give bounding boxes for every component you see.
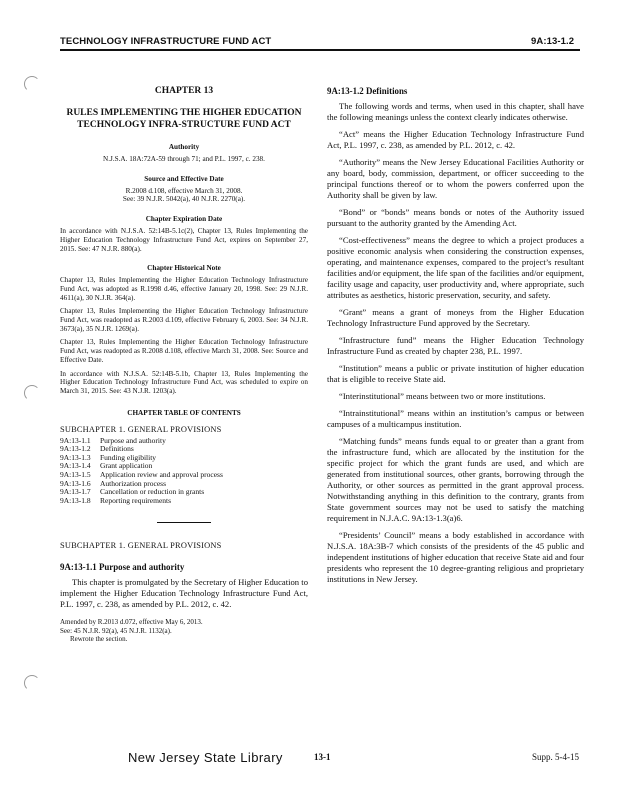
amendment-note: Amended by R.2013 d.072, effective May 6, 2013. [60,618,203,627]
binder-hole-mark [24,675,40,691]
toc-subchapter: SUBCHAPTER 1. GENERAL PROVISIONS [60,424,222,434]
toc-entry-title: Grant application [100,461,153,471]
expiration-heading: Chapter Expiration Date [145,215,223,224]
authority-heading: Authority [168,143,200,151]
definition-infrastructure-fund: “Infrastructure fund” means the Higher Education Technology Infrastructure Fund as created by chapter 238, P.L. 1997. [327,335,584,356]
history-note: Chapter 13, Rules Implementing the Higher Education Technology Infrastructure Fund Act, was readopted as R.2003 d.109, effective February 6, 2003. See: 34 N.J.R. 3673(a), 35 N.J.R. 1269(a). [60,307,308,333]
definition-interinstitutional: “Interinstitutional” means between two or more institutions. [339,391,546,401]
toc-entry-number: 9A:13-1.7 [60,487,91,497]
toc-entry[interactable] [60,454,308,463]
binder-hole-mark [24,385,40,401]
history-note: Chapter 13, Rules Implementing the Higher Education Technology Infrastructure Fund Act, was readopted as R.2008 d.108, effective March 31, 2008. See: Source and Effective Date. [60,338,308,364]
supplement-date: Supp. 5-4-15 [532,752,579,762]
toc-list [60,437,308,506]
toc-entry-title: Reporting requirements [100,495,172,505]
toc-entry[interactable] [60,445,308,454]
definition-act: “Act” means the Higher Education Technology Infrastructure Fund Act, P.L. 1997, c. 238, as amended by P.L. 2012, c. 42. [327,129,584,150]
source-text: R.2008 d.108, effective March 31, 2008. [125,186,243,195]
definition-bond: “Bond” or “bonds” means bonds or notes of the Authority issued pursuant to the authority granted by the Amending Act. [327,207,584,228]
definition-authority: “Authority” means the New Jersey Educational Facilities Authority or any board, body, commission, department, or officer succeeding to the principal functions thereof or to whom the powers conferred upon the Authority shall be given by law. [327,157,584,200]
authority-text: N.J.S.A. 18A:72A-59 through 71; and P.L. 1997, c. 238. [103,155,265,163]
header-rule [60,49,580,51]
page-number: 13-1 [314,752,331,762]
toc-entry-number: 9A:13-1.1 [60,435,91,445]
definition-grant: “Grant” means a grant of moneys from the Higher Education Technology Infrastructure Fund approved by the Secretary. [327,307,584,328]
toc-entry-title: Definitions [100,444,134,454]
toc-entry-title: Cancellation or reduction in grants [100,487,205,497]
definition-cost-effectiveness: “Cost-effectiveness” means the degree to which a project produces a positive economic analysis when considering the construction expenses, operating, and maintenance expenses, compared to the project’s resultant facilities and/or equipment, the life span of the facilities and/or equipment, facility usage and capacity, user productivity and, where appropriate, such attributes as aesthetics, historic preservation, security, and safety. [327,235,584,300]
toc-entry-number: 9A:13-1.2 [60,444,91,454]
history-note: In accordance with N.J.S.A. 52:14B-5.1b, Chapter 13, Rules Implementing the Higher Education Technology Infrastructure Fund Act, was scheduled to expire on March 31, 2015. See: 43 N.J.R. 1203(a). [60,369,308,395]
chapter-title: RULES IMPLEMENTING THE HIGHER EDUCATION TECHNOLOGY INFRA-STRUCTURE FUND ACT [66,108,302,130]
toc-entry-number: 9A:13-1.8 [60,495,91,505]
expiration-text: In accordance with N.J.S.A. 52:14B-5.1c(2), Chapter 13, Rules Implementing the Higher Education Technology Infrastructure Fund Act, expires on September 27, 2015. See: 47 N.J.R. 880(a). [60,227,308,253]
toc-entry-number: 9A:13-1.4 [60,461,91,471]
toc-entry-number: 9A:13-1.5 [60,470,91,480]
definition-institution: “Institution” means a public or private institution of higher education that is eligible to receive State aid. [327,363,584,384]
running-header-title: TECHNOLOGY INFRASTRUCTURE FUND ACT [60,36,272,47]
amendment-description: Rewrote the section. [70,635,128,644]
definition-presidents-council: “Presidents’ Council” means a body established in accordance with N.J.S.A. 18A:3B-7 which consists of the presidents of the 45 public and independent institutions of higher education that receive State aid and four presidents who represent the 10 degree-granting religious and proprietary institutions in New Jersey. [327,530,584,584]
section-heading-definitions: 9A:13-1.2 Definitions [327,86,408,96]
subchapter-heading: SUBCHAPTER 1. GENERAL PROVISIONS [60,541,222,551]
section-text-purpose: This chapter is promulgated by the Secretary of Higher Education to implement the Higher Education Technology Infrastructure Fund Act, P.L. 1997, c. 238, as amended by P.L. 2012, c. 42. [60,577,308,610]
source-heading: Source and Effective Date [144,174,224,183]
source-see: See: 39 N.J.R. 5042(a), 40 N.J.R. 2270(a). [122,195,246,204]
toc-entry-title: Funding eligibility [100,452,157,462]
library-logo: New Jersey State Library [128,750,283,765]
amendment-see: See: 45 N.J.R. 92(a), 45 N.J.R. 1132(a). [60,626,172,635]
chapter-number: CHAPTER 13 [154,86,214,96]
toc-heading: CHAPTER TABLE OF CONTENTS [127,408,241,417]
right-column [327,86,584,591]
toc-entry-number: 9A:13-1.6 [60,478,91,488]
left-column [60,86,308,644]
section-divider [157,522,211,523]
definition-matching-funds: “Matching funds” means funds equal to or greater than a grant from the infrastructure fund, which are allocated by the institution for the specific project for which the grant funds are used, and which are generated from institutional sources, other grants, borrowing through the Authority, or other sources as permitted in the grant approval process. Notwithstanding anything in this definition to the contrary, grants from State government sources may not be used to satisfy the matching requirement in N.J.A.C. 9A:13-1.3(a)6. [327,436,584,523]
toc-entry[interactable] [60,471,308,480]
toc-entry-title: Authorization process [100,478,167,488]
toc-entry[interactable] [60,497,308,506]
running-header-section: 9A:13-1.2 [531,36,575,47]
toc-entry-title: Purpose and authority [100,435,166,445]
toc-entry[interactable] [60,488,308,497]
history-note: Chapter 13, Rules Implementing the Higher Education Technology Infrastructure Fund Act, was adopted as R.1998 d.46, effective January 20, 1998. See: 29 N.J.R. 4611(a), 30 N.J.R. 364(a). [60,276,308,302]
definition-intrainstitutional: “Intrainstitutional” means within an institution’s campus or between campuses of a multicampus institution. [327,408,584,429]
toc-entry[interactable] [60,437,308,446]
section-heading-purpose: 9A:13-1.1 Purpose and authority [60,562,185,573]
history-heading: Chapter Historical Note [147,264,221,273]
binder-hole-mark [24,76,40,92]
toc-entry-number: 9A:13-1.3 [60,452,91,462]
toc-entry-title: Application review and approval process [100,470,223,480]
definitions-intro: The following words and terms, when used in this chapter, shall have the following meanings unless the context clearly indicates otherwise. [327,101,584,122]
